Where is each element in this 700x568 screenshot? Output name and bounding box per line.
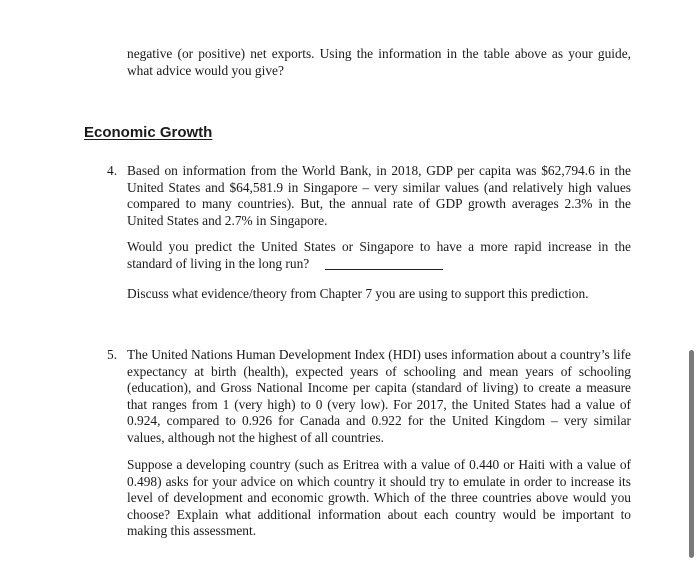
question-4-followup: Discuss what evidence/theory from Chapter 7 you are using to support this prediction. [127,286,589,301]
scrollbar-thumb[interactable] [689,350,694,558]
intro-paragraph: negative (or positive) net exports. Using the information in the table above as your guide, what advice would you give? [127,46,631,78]
question-5-prompt: Suppose a developing country (such as Eritrea with a value of 0.440 or Haiti with a value of 0.498) asks for your advice on which country it should try to emulate in order to increase its level of development and economic growth. Which of the three countries above would you choose? Explain what additional information about each country would be important to making this assessment. [127,457,631,539]
question-4-paragraph: Based on information from the World Bank, in 2018, GDP per capita was $62,794.6 in the United States and $64,581.9 in Singapore – very similar values (and relatively high values compared to many countries). But, the annual rate of GDP growth averages 2.3% in the United States and 2.7% in Singapore. [127,163,631,228]
question-5-paragraph: The United Nations Human Development Index (HDI) uses information about a country’s life expectancy at birth (health), expected years of schooling and mean years of schooling (education), and Gross National Income per capita (standard of living) to create a measure that ranges from 1 (very high) to 0 (very low). For 2017, the United States had a value of 0.924, compared to 0.926 for Canada and 0.922 for the United Kingdom – very similar values, although not the highest of all countries. [127,347,631,445]
section-heading: Economic Growth [84,124,213,141]
answer-blank[interactable] [325,269,443,270]
question-5-number: 5. [107,347,118,362]
question-4-prompt-text: Would you predict the United States or Singapore to have a more rapid increase in the standard of living in the long run? [127,239,631,271]
question-4-prompt [127,239,631,272]
question-4-number: 4. [107,163,118,178]
